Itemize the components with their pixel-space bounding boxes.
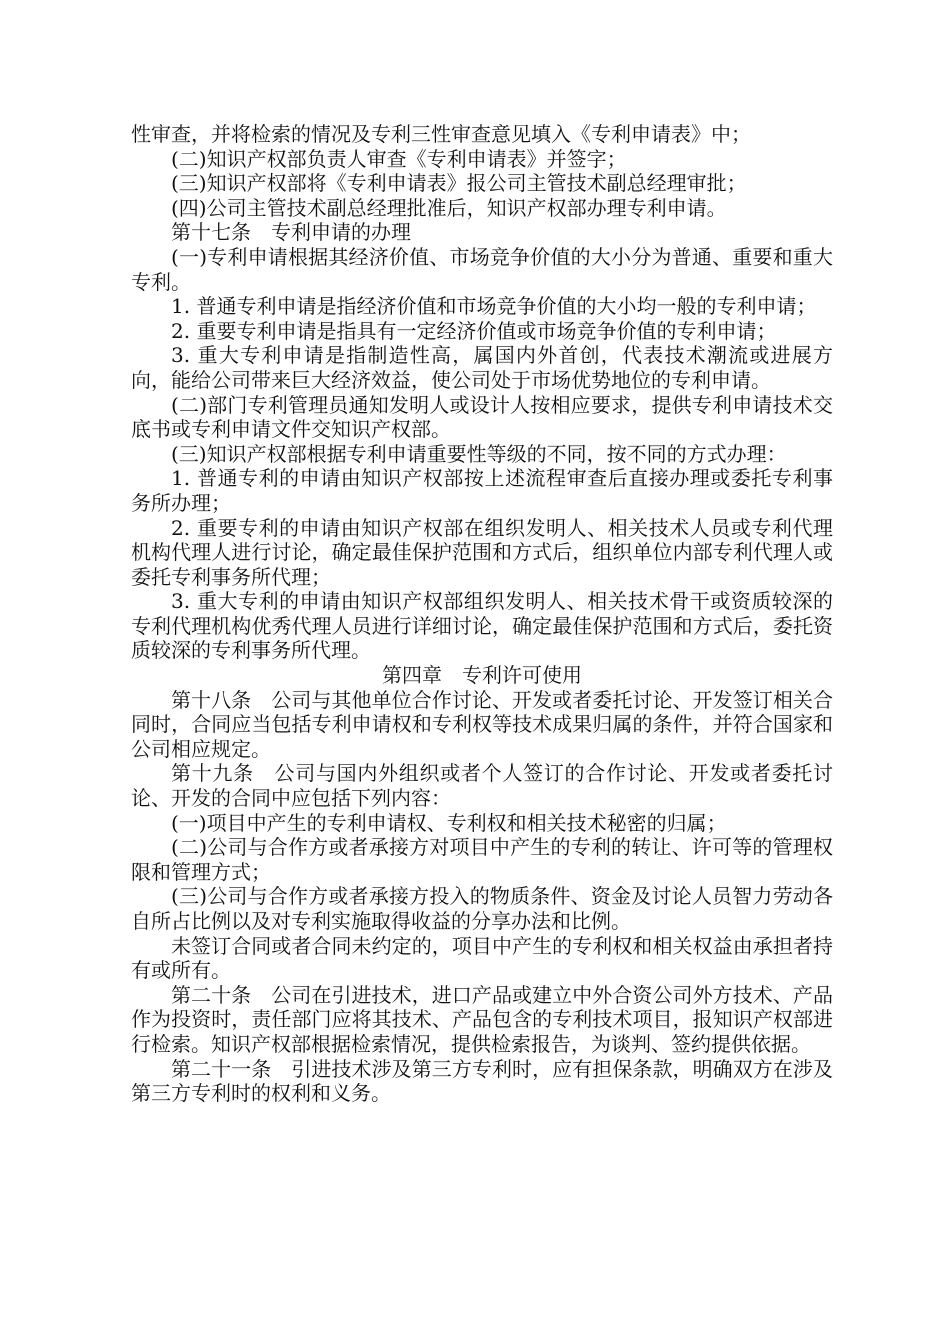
paragraph: (一)项目中产生的专利申请权、专利权和相关技术秘密的归属； [171, 810, 727, 835]
paragraph: 2. 重要专利的申请由知识产权部在组织发明人、相关技术人员或专利代理机构代理人进行讨论，确定最佳保护范围和方式后，组织单位内部专利代理人或委托专利事务所代理； [131, 515, 833, 589]
paragraph: 性审查，并将检索的情况及专利三性审查意见填入《专利申请表》中； [131, 122, 751, 146]
paragraph: (二)部门专利管理员通知发明人或设计人按相应要求，提供专利申请技术交底书或专利申请文件交知识产权部。 [131, 392, 833, 442]
paragraph: 第二十条 公司在引进技术，进口产品或建立中外合资公司外方技术、产品作为投资时，责任部门应将其技术、产品包含的专利技术项目，报知识产权部进行检索。知识产权部根据检索情况，提供检索报告，为谈判、签约提供依据。 [131, 982, 833, 1056]
paragraph: (二)公司与合作方或者承接方对项目中产生的专利的转让、许可等的管理权限和管理方式； [131, 835, 833, 884]
paragraph: (一)专利申请根据其经济价值、市场竞争价值的大小分为普通、重要和重大专利。 [131, 244, 833, 294]
document-page [131, 122, 833, 1106]
paragraph: 2. 重要专利申请是指具有一定经济价值或市场竞争价值的专利申请； [171, 318, 777, 343]
article-heading: 第十七条 专利申请的办理 [171, 220, 411, 245]
paragraph: 第二十一条 引进技术涉及第三方专利时，应有担保条款，明确双方在涉及第三方专利时的权利和义务。 [131, 1056, 833, 1106]
paragraph: (二)知识产权部负责人审查《专利申请表》并签字； [171, 146, 627, 171]
paragraph: (四)公司主管技术副总经理批准后，知识产权部办理专利申请。 [171, 195, 727, 220]
paragraph: 3. 重大专利的申请由知识产权部组织发明人、相关技术骨干或资质较深的专利代理机构优秀代理人员进行详细讨论，确定最佳保护范围和方式后，委托资质较深的专利事务所代理。 [131, 589, 833, 663]
paragraph: 未签订合同或者合同未约定的，项目中产生的专利权和相关权益由承担者持有或所有。 [131, 933, 833, 983]
paragraph: (三)知识产权部根据专利申请重要性等级的不同，按不同的方式办理： [171, 441, 787, 466]
paragraph: 1. 普通专利的申请由知识产权部按上述流程审查后直接办理或委托专利事务所办理； [131, 466, 833, 515]
chapter-title: 第四章 专利许可使用 [382, 663, 582, 688]
paragraph: 1. 普通专利申请是指经济价值和市场竞争价值的大小均一般的专利申请； [171, 294, 817, 319]
paragraph: 3. 重大专利申请是指制造性高，属国内外首创，代表技术潮流或进展方向，能给公司带来巨大经济效益，使公司处于市场优势地位的专利申请。 [131, 343, 833, 392]
paragraph: (三)知识产权部将《专利申请表》报公司主管技术副总经理审批； [171, 171, 747, 196]
paragraph: 第十九条 公司与国内外组织或者个人签订的合作讨论、开发或者委托讨论、开发的合同中应包括下列内容： [131, 761, 833, 811]
paragraph: (三)公司与合作方或者承接方投入的物质条件、资金及讨论人员智力劳动各自所占比例以及对专利实施取得收益的分享办法和比例。 [131, 884, 833, 933]
paragraph: 第十八条 公司与其他单位合作讨论、开发或者委托讨论、开发签订相关合同时，合同应当包括专利申请权和专利权等技术成果归属的条件，并符合国家和公司相应规定。 [131, 687, 833, 761]
